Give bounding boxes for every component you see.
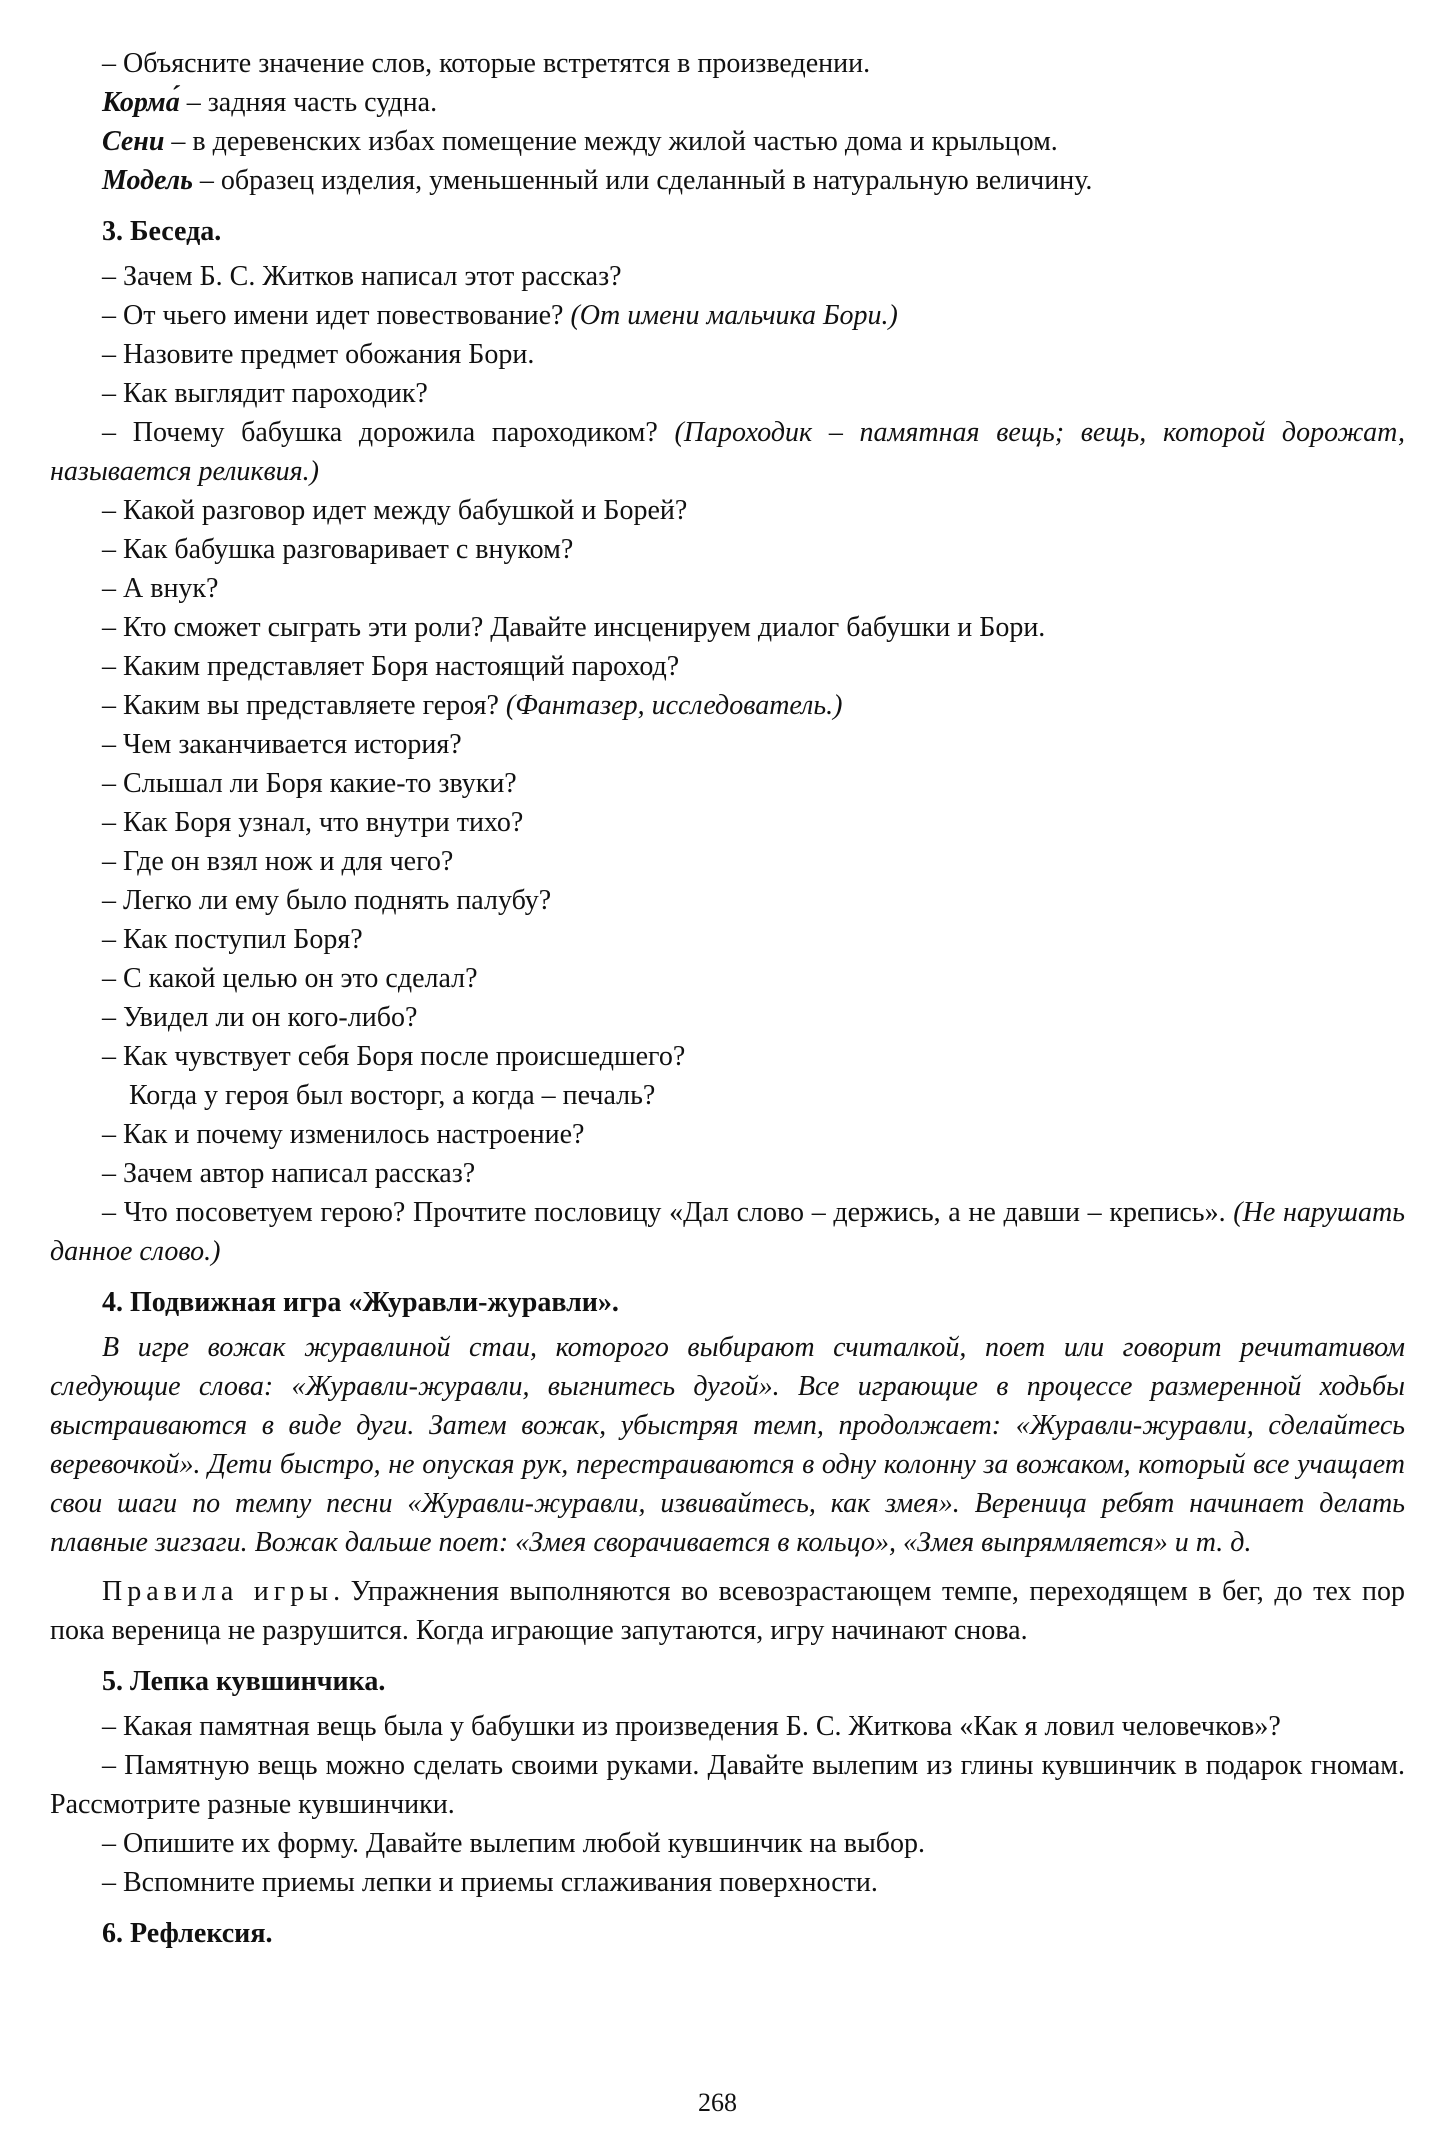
vocab-definition: – образец изделия, уменьшенный или сделанный в натуральную величину. [192, 165, 1093, 196]
page-number: 268 [698, 2088, 737, 2117]
vocab-item-seni [50, 122, 1405, 161]
vocab-term: Сени [102, 126, 165, 157]
question: – Кто сможет сыграть эти роли? Давайте инсценируем диалог бабушки и Бори. [102, 612, 1046, 643]
question-text: – От чьего имени идет повествование? [102, 300, 571, 331]
question [50, 1193, 1405, 1271]
question: – Увидел ли он кого-либо? [102, 1002, 418, 1033]
vocab-intro: – Объясните значение слов, которые встретятся в произведении. [102, 48, 871, 79]
question-text: – Каким вы представляете героя? [102, 690, 506, 721]
question: – Как и почему изменилось настроение? [102, 1119, 585, 1150]
vocab-term: Модель [102, 165, 193, 196]
section-heading-modeling: 5. Лепка кувшинчика. [102, 1666, 386, 1697]
question-answer: (Фантазер, исследователь.) [505, 690, 843, 721]
paragraph: – Памятную вещь можно сделать своими руками. Давайте вылепим из глины кувшинчик в подарок гномам. Рассмотрите разные кувшинчики. [50, 1750, 1405, 1820]
section-heading-game: 4. Подвижная игра «Журавли-журавли». [102, 1287, 619, 1318]
question: – Зачем автор написал рассказ? [102, 1158, 476, 1189]
question: – Какой разговор идет между бабушкой и Борей? [102, 495, 688, 526]
game-rules [50, 1572, 1405, 1650]
vocab-item-model [50, 161, 1405, 200]
question: – А внук? [102, 573, 219, 604]
question-text: – Почему бабушка дорожила пароходиком? [102, 417, 675, 448]
question: – Назовите предмет обожания Бори. [102, 339, 535, 370]
question: – Чем заканчивается история? [102, 729, 462, 760]
question: – Легко ли ему было поднять палубу? [102, 885, 552, 916]
question: – Зачем Б. С. Житков написал этот рассказ? [102, 261, 622, 292]
vocab-definition: – в деревенских избах помещение между жилой частью дома и крыльцом. [164, 126, 1058, 157]
question: – Как Боря узнал, что внутри тихо? [102, 807, 524, 838]
question: – Как выглядит пароходик? [102, 378, 428, 409]
question: – Как бабушка разговаривает с внуком? [102, 534, 574, 565]
question: – Где он взял нож и для чего? [102, 846, 454, 877]
question [50, 686, 1405, 725]
paragraph: – Вспомните приемы лепки и приемы сглаживания поверхности. [102, 1867, 878, 1898]
paragraph: – Какая памятная вещь была у бабушки из произведения Б. С. Житкова «Как я ловил человечков»? [102, 1711, 1281, 1742]
game-rules-text: . Упражнения выполняются во всевозрастающем темпе, переходящем в бег, до тех пор пока вереница не разрушится. Когда играющие запутаются, игру начинают снова. [50, 1576, 1405, 1646]
question [50, 413, 1405, 491]
page-body [50, 44, 1405, 1959]
question-text: – Что посоветуем герою? Прочтите пословицу «Дал слово – держись, а не давши – крепись». [102, 1197, 1234, 1228]
vocab-item-korma [50, 83, 1405, 122]
vocab-term: Корма́ [102, 87, 180, 118]
vocab-definition: – задняя часть судна. [179, 87, 438, 118]
question-answer: (Пароходик – памятная вещь; вещь, которой дорожат, называется реликвия.) [50, 417, 1405, 487]
game-description: В игре вожак журавлиной стаи, которого выбирают считалкой, поет или говорит речитативом следующие слова: «Журавли-журавли, выгнитесь дугой». Все играющие в процессе размеренной ходьбы выстраиваются в виде дуги. Затем вожак, убыстряя темп, продолжает: «Журавли-журавли, сделайтесь веревочкой». Дети быстро, не опуская рук, перестраиваются в одну колонну за вожаком, который все учащает свои шаги по темпу песни «Журавли-журавли, извивайтесь, как змея». Вереница ребят начинает делать плавные зигзаги. Вожак дальше поет: «Змея сворачивается в кольцо», «Змея выпрямляется» и т. д. [50, 1332, 1405, 1558]
question-answer: (Не нарушать данное слово.) [50, 1197, 1406, 1267]
section-heading-reflection: 6. Рефлексия. [102, 1918, 273, 1949]
question: – С какой целью он это сделал? [102, 963, 478, 994]
question: – Как поступил Боря? [102, 924, 363, 955]
question: – Каким представляет Боря настоящий пароход? [102, 651, 680, 682]
paragraph: – Опишите их форму. Давайте вылепим любой кувшинчик на выбор. [102, 1828, 926, 1859]
game-rules-label: Правила игры [102, 1576, 334, 1607]
question-answer: (От имени мальчика Бори.) [570, 300, 898, 331]
question-continuation: Когда у героя был восторг, а когда – печаль? [129, 1080, 656, 1111]
question [50, 296, 1405, 335]
section-heading-conversation: 3. Беседа. [102, 216, 222, 247]
question: – Слышал ли Боря какие-то звуки? [102, 768, 517, 799]
question: – Как чувствует себя Боря после происшедшего? [102, 1041, 686, 1072]
